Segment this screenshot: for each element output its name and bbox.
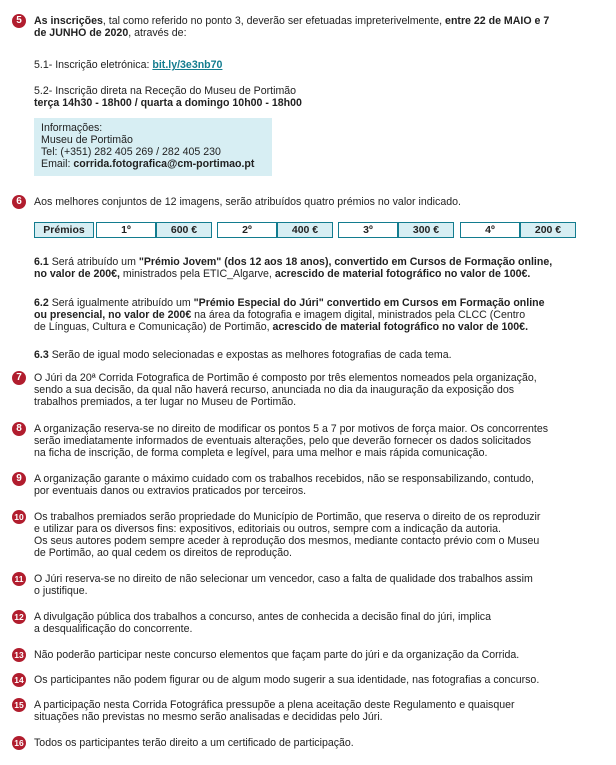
text-line: sendo a sua decisão, da qual não haverá recurso, anunciada no dia da inauguração da exposição dos [34,384,515,396]
prize-place: 1º [96,222,156,238]
text: , tal como referido no ponto 3, deverão ser efetuadas impreterivelmente, [102,15,446,27]
email-address[interactable]: corrida.fotografica@cm-portimao.pt [73,158,255,170]
section-number-badge: 5 [12,14,26,28]
section-5-intro [34,15,602,39]
section-16 [34,737,602,749]
registration-link[interactable]: bit.ly/3e3nb70 [152,59,223,71]
bold-text: acrescido de material fotográfico no valor de 100€. [274,268,531,280]
section-number-badge: 14 [12,673,26,687]
text-line: serão imediatamente informados de eventuais alterações, pelo que deverão fornecer os dados solicitados [34,435,532,447]
prize-place: 4º [460,222,520,238]
bold-text: de JUNHO de 2020 [34,27,129,39]
text: Será igualmente atribuído um [51,297,194,309]
text-line: a desqualificação do concorrente. [34,623,193,635]
section-9 [34,473,602,497]
prize-value: 200 € [520,222,576,238]
subsection-label: 6.1 [34,256,49,268]
text-line: situações não previstas no mesmo serão analisadas e decididas pelo Júri. [34,711,383,723]
text-line: A organização reserva-se no direito de modificar os pontos 5 a 7 por motivos de força maior. Os concorrentes [34,423,549,435]
section-12 [34,611,602,635]
text: na área da fotografia e imagem digital, ministrados pela CLCC (Centro [191,309,526,321]
text-line: O Júri reserva-se no direito de não selecionar um vencedor, caso a falta de qualidade dos trabalhos assim [34,573,533,585]
text-line: Os seus autores podem sempre aceder à reprodução dos mesmos, mediante contacto prévio com o Museu [34,535,540,547]
subsection-5-1 [34,59,602,71]
subsection-6-3 [34,349,602,361]
text-line: A participação nesta Corrida Fotográfica pressupõe a plena aceitação deste Regulamento e quaisquer [34,699,515,711]
bold-text: no valor de 200€, [34,268,120,280]
prize-place: 3º [338,222,398,238]
text-line: de Portimão, ao qual cedem os direitos de reprodução. [34,547,292,559]
text-line: O Júri da 20ª Corrida Fotografica de Portimão é composto por três elementos nomeados pela organização, [34,372,537,384]
prize-place: 2º [217,222,277,238]
section-15 [34,699,602,723]
text-line: trabalhos premiados, a ter lugar no Museu de Portimão. [34,396,297,408]
section-13 [34,649,602,661]
section-number-badge: 6 [12,195,26,209]
info-box [34,118,272,176]
bold-text: acrescido de material fotográfico no valor de 100€. [272,321,529,333]
section-number-badge: 11 [12,572,26,586]
prize-value: 400 € [277,222,333,238]
text: - Inscrição eletrónica: [48,59,153,71]
bold-text: As inscrições [34,15,103,27]
section-number-badge: 9 [12,472,26,486]
section-10 [34,511,602,559]
text-line: Os participantes não podem figurar ou de algum modo sugerir a sua identidade, nas fotografias a concurso. [34,674,540,686]
info-email-line [41,158,272,170]
bold-text: ou presencial, no valor de 200€ [34,309,192,321]
text-line: A divulgação pública dos trabalhos a concurso, antes de conhecida a decisão final do júri, implica [34,611,491,623]
subsection-5-2 [34,85,602,109]
subsection-label: 6.3 [34,349,49,361]
section-14 [34,674,602,686]
subsection-6-2 [34,297,602,333]
section-7 [34,372,602,408]
text-line: Os trabalhos premiados serão propriedade do Município de Portimão, que reserva o direito de os reproduzir [34,511,541,523]
text-line: o justifique. [34,585,88,597]
subsection-label: 5.2 [34,85,49,97]
text: Serão de igual modo selecionadas e expostas as melhores fotografias de cada tema. [51,349,452,361]
text: ministrados pela ETIC_Algarve, [119,268,275,280]
bold-text: "Prémio Especial do Júri" convertido em Cursos em Formação online [193,297,545,309]
text-line: Não poderão participar neste concurso elementos que façam parte do júri e da organização da Corrida. [34,649,520,661]
text: de Línguas, Cultura e Comunicação) de Portimão, [34,321,273,333]
text-line: na ficha de inscrição, de forma completa e legível, para uma melhor e mais rápida comunicação. [34,447,488,459]
text: - Inscrição direta na Receção do Museu de Portimão [48,85,297,97]
info-phone: Tel: (+351) 282 405 269 / 282 405 230 [41,146,221,158]
section-number-badge: 13 [12,648,26,662]
text: Será atribuído um [51,256,139,268]
prize-value: 600 € [156,222,212,238]
section-number-badge: 10 [12,510,26,524]
section-11 [34,573,602,597]
text-line: por eventuais danos ou extravios praticados por terceiros. [34,485,307,497]
section-number-badge: 12 [12,610,26,624]
section-number-badge: 16 [12,736,26,750]
prizes-label: Prémios [34,222,94,238]
text: , através de: [128,27,187,39]
subsection-6-1 [34,256,602,280]
info-title: Informações: [41,122,103,134]
text-line: Todos os participantes terão direito a um certificado de participação. [34,737,354,749]
bold-text: "Prémio Jovem" (dos 12 aos 18 anos), convertido em Cursos de Formação online, [138,256,553,268]
section-number-badge: 7 [12,371,26,385]
text-line: e utilizar para os diversos fins: expositivos, editoriais ou outros, sempre com a indicação da autoria. [34,523,501,535]
section-number-badge: 8 [12,422,26,436]
info-museum: Museu de Portimão [41,134,133,146]
subsection-label: 5.1 [34,59,49,71]
bold-text: entre 22 de MAIO e 7 [445,15,550,27]
subsection-label: 6.2 [34,297,49,309]
email-label: Email: [41,158,74,170]
section-number-badge: 15 [12,698,26,712]
text-line: A organização garante o máximo cuidado com os trabalhos recebidos, não se responsabilizando, contudo, [34,473,534,485]
section-8 [34,423,602,459]
section-6-intro: Aos melhores conjuntos de 12 imagens, serão atribuídos quatro prémios no valor indicado. [34,196,461,208]
prize-value: 300 € [398,222,454,238]
opening-hours: terça 14h30 - 18h00 / quarta a domingo 10h00 - 18h00 [34,97,302,109]
